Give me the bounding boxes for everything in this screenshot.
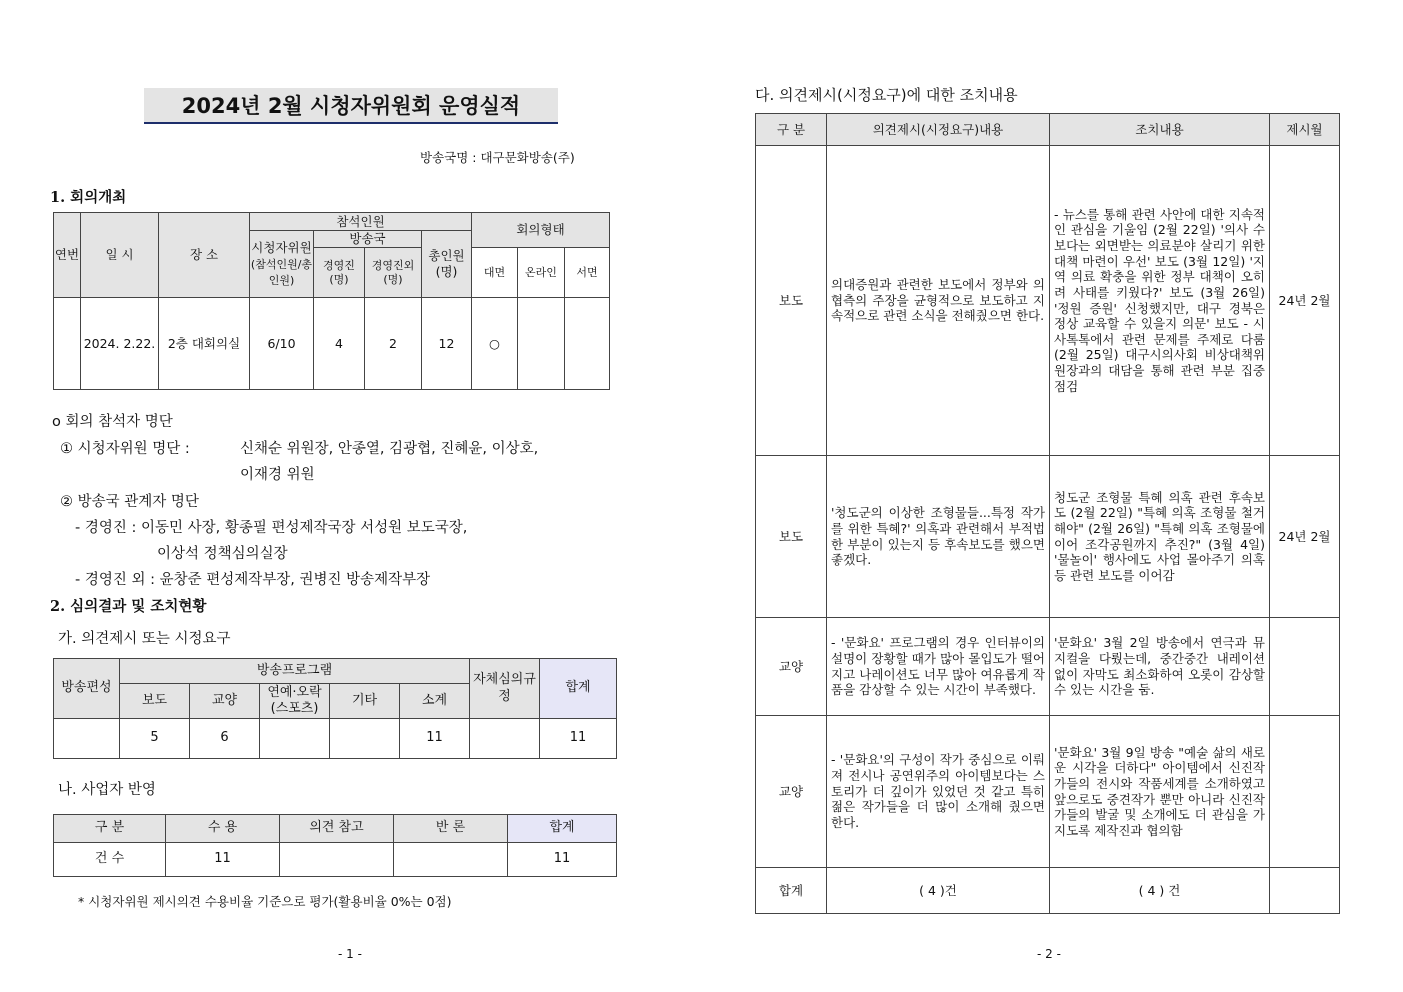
cell-accept: 11 bbox=[166, 843, 280, 877]
participants-1-names-b: 이재경 위원 bbox=[240, 467, 315, 483]
opinion-count-table bbox=[53, 658, 617, 759]
broadcaster-name: 방송국명 : 대구문화방송(주) bbox=[420, 150, 575, 165]
col-header-mgmt: 경영진(명) bbox=[314, 248, 365, 298]
cell-written bbox=[565, 298, 610, 390]
cell-in-person: ○ bbox=[472, 298, 518, 390]
section-2-title: 2. 심의결과 및 조치현황 bbox=[50, 598, 207, 615]
cell-opinion: '청도군의 이상한 조형물들...특정 작가를 위한 특혜?' 의혹과 관련해서 부적법한 부분이 있는지 등 후속보도를 했으면 좋겠다. bbox=[827, 456, 1050, 618]
cell-reference bbox=[280, 843, 394, 877]
col-header-place: 장 소 bbox=[159, 213, 250, 298]
cell-action: '문화요' 3월 2일 방송에서 연극과 뮤지컬을 다뤘는데, 중간중간 내레이션 없이 자막도 최소화하여 오롯이 감상할 수 있는 시간을 둠. bbox=[1050, 618, 1270, 716]
footnote: * 시청자위원 제시의견 수용비율 기준으로 평가(활용비율 0%는 0점) bbox=[78, 894, 452, 909]
col-header-total: 합계 bbox=[540, 659, 617, 719]
cell-opinion: - '문화요' 프로그램의 경우 인터뷰이의 설명이 장황할 때가 많아 몰입도가 떨어지고 나레이션도 너무 많아 여유롭게 작품을 감상할 수 있는 시간이 부족했다. bbox=[827, 618, 1050, 716]
participants-1-names-a: 신채순 위원장, 안종열, 김광협, 진혜윤, 이상호, bbox=[240, 441, 539, 457]
col-header-month: 제시월 bbox=[1270, 114, 1340, 146]
col-header-attendees: 참석인원 bbox=[250, 213, 472, 231]
col-header-station: 방송국 bbox=[314, 231, 422, 248]
cell-category: 보도 bbox=[756, 456, 827, 618]
mgmt-line-b: 이상석 정책심의실장 bbox=[157, 546, 288, 562]
col-header-news: 보도 bbox=[120, 684, 190, 719]
reflection-table bbox=[53, 814, 617, 877]
col-header-accept: 수 용 bbox=[166, 815, 280, 843]
col-header-category: 구 분 bbox=[54, 815, 166, 843]
cell-total: 11 bbox=[540, 719, 617, 759]
cell-total-month bbox=[1270, 868, 1340, 914]
col-header-subtotal: 소계 bbox=[400, 684, 470, 719]
cell-category: 보도 bbox=[756, 146, 827, 456]
meeting-table bbox=[53, 212, 610, 390]
cell-viewer-members: 6/10 bbox=[250, 298, 314, 390]
cell-month bbox=[1270, 618, 1340, 716]
cell-online bbox=[518, 298, 565, 390]
col-header-no: 연번 bbox=[54, 213, 81, 298]
table-row bbox=[756, 456, 1340, 618]
page-number-2: - 2 - bbox=[1037, 947, 1061, 961]
section-1-title: 1. 회의개최 bbox=[50, 189, 127, 206]
page-number-1: - 1 - bbox=[338, 947, 362, 961]
viewer-members-sub: (참석인원/총인원) bbox=[250, 258, 313, 287]
cell-action: '문화요' 3월 9일 방송 "예술 삶의 새로운 시각을 더하다" 아이템에서 신진작가들의 전시와 작품세계를 소개하였고 앞으로도 중견작가 뿐만 아니라 신진작가들의 발굴 및 소개에도 더 관심을 가지도록 제작진과 협의함 bbox=[1050, 716, 1270, 868]
col-header-entertain: 연예·오락(스포츠) bbox=[260, 684, 330, 719]
cell-schedule bbox=[54, 719, 120, 759]
col-header-non-mgmt: 경영진외(명) bbox=[365, 248, 422, 298]
col-header-category: 구 분 bbox=[756, 114, 827, 146]
col-header-culture: 교양 bbox=[190, 684, 260, 719]
participants-1-label: ① 시청자위원 명단 : bbox=[60, 441, 190, 457]
table-row bbox=[54, 719, 617, 759]
cell-entertain bbox=[260, 719, 330, 759]
table-row bbox=[756, 146, 1340, 456]
viewer-members-label: 시청자위원 bbox=[251, 240, 312, 256]
sub-heading-na: 나. 사업자 반영 bbox=[58, 782, 156, 798]
col-header-written: 서면 bbox=[565, 248, 610, 298]
col-header-rebuttal: 반 론 bbox=[394, 815, 508, 843]
cell-month bbox=[1270, 716, 1340, 868]
cell-total: 11 bbox=[508, 843, 617, 877]
col-header-in-person: 대면 bbox=[472, 248, 518, 298]
col-header-etc: 기타 bbox=[330, 684, 400, 719]
cell-rebuttal bbox=[394, 843, 508, 877]
participants-heading: o 회의 참석자 명단 bbox=[52, 414, 173, 430]
col-header-schedule: 방송편성 bbox=[54, 659, 120, 719]
cell-no bbox=[54, 298, 81, 390]
cell-news: 5 bbox=[120, 719, 190, 759]
cell-category: 교양 bbox=[756, 618, 827, 716]
cell-action: 청도군 조형물 특혜 의혹 관련 후속보도 (2월 22일) "특혜 의혹 조형물 철거해야" (2월 26일) "특혜 의혹 조형물에 이어 조각공원까지 추진?" (3월 4일) '물놀이' 행사에도 사업 몰아주기 의혹 등 관련 보도를 이어감 bbox=[1050, 456, 1270, 618]
cell-opinion: 의대증원과 관련한 보도에서 정부와 의협측의 주장을 균형적으로 보도하고 지속적으로 관련 소식을 전해줬으면 한다. bbox=[827, 146, 1050, 456]
cell-non-mgmt: 2 bbox=[365, 298, 422, 390]
action-table bbox=[755, 113, 1340, 914]
col-header-date: 일 시 bbox=[81, 213, 159, 298]
cell-row-label: 건 수 bbox=[54, 843, 166, 877]
cell-etc bbox=[330, 719, 400, 759]
col-header-reference: 의견 참고 bbox=[280, 815, 394, 843]
col-header-action: 조치내용 bbox=[1050, 114, 1270, 146]
cell-category: 교양 bbox=[756, 716, 827, 868]
col-header-selfreg: 자체심의규정 bbox=[470, 659, 540, 719]
cell-total: 12 bbox=[422, 298, 472, 390]
cell-month: 24년 2월 bbox=[1270, 146, 1340, 456]
col-header-online: 온라인 bbox=[518, 248, 565, 298]
sub-heading-ga: 가. 의견제시 또는 시정요구 bbox=[58, 631, 231, 647]
mgmt-line-a: - 경영진 : 이동민 사장, 황종필 편성제작국장 서성원 보도국장, bbox=[75, 520, 468, 536]
cell-culture: 6 bbox=[190, 719, 260, 759]
table-row bbox=[54, 843, 617, 877]
cell-total-label: 합계 bbox=[756, 868, 827, 914]
col-header-opinion: 의견제시(시정요구)내용 bbox=[827, 114, 1050, 146]
cell-selfreg bbox=[470, 719, 540, 759]
cell-mgmt: 4 bbox=[314, 298, 365, 390]
cell-opinion: - '문화요'의 구성이 작가 중심으로 이뤄져 전시나 공연위주의 아이템보다는 스토리가 더 깊이가 있었던 것 같고 특히 젊은 작가들을 더 많이 소개해 줬으면 한다. bbox=[827, 716, 1050, 868]
col-header-program: 방송프로그램 bbox=[120, 659, 470, 684]
table-total-row bbox=[756, 868, 1340, 914]
participants-2-label: ② 방송국 관계자 명단 bbox=[60, 494, 199, 510]
cell-action: - 뉴스를 통해 관련 사안에 대한 지속적인 관심을 기울임 (2월 22일) '의사 수보다는 외면받는 의료분야 살리기 위한 대책 마련이 우선' 보도 (3월 12일) '지역 의료 확충을 위한 정부 대책이 오히려 사태를 키웠다?' 보도 (3월 26일) '정원 증원' 신청했지만, 대구 경북은 정상 교육할 수 있을지 의문' 보도 - 시사톡톡에서 관련 문제를 주제로 다룸 (2월 25일) 대구시의사회 비상대책위원장과의 대담을 통해 관련 부분 집중 점검 bbox=[1050, 146, 1270, 456]
cell-total-opinion: ( 4 )건 bbox=[827, 868, 1050, 914]
table-row bbox=[756, 716, 1340, 868]
cell-total-action: ( 4 ) 건 bbox=[1050, 868, 1270, 914]
col-header-form: 회의형태 bbox=[472, 213, 610, 248]
cell-subtotal: 11 bbox=[400, 719, 470, 759]
sub-heading-da: 다. 의견제시(시정요구)에 대한 조치내용 bbox=[755, 86, 1018, 104]
cell-month: 24년 2월 bbox=[1270, 456, 1340, 618]
non-mgmt-line: - 경영진 외 : 윤창준 편성제작부장, 권병진 방송제작부장 bbox=[75, 572, 431, 588]
cell-date: 2024. 2.22. bbox=[81, 298, 159, 390]
page-title: 2024년 2월 시청자위원회 운영실적 bbox=[144, 88, 558, 124]
col-header-total: 합계 bbox=[508, 815, 617, 843]
col-header-viewer-members bbox=[250, 231, 314, 298]
table-row bbox=[756, 618, 1340, 716]
table-row bbox=[54, 298, 610, 390]
col-header-total: 총인원(명) bbox=[422, 231, 472, 298]
cell-place: 2층 대회의실 bbox=[159, 298, 250, 390]
